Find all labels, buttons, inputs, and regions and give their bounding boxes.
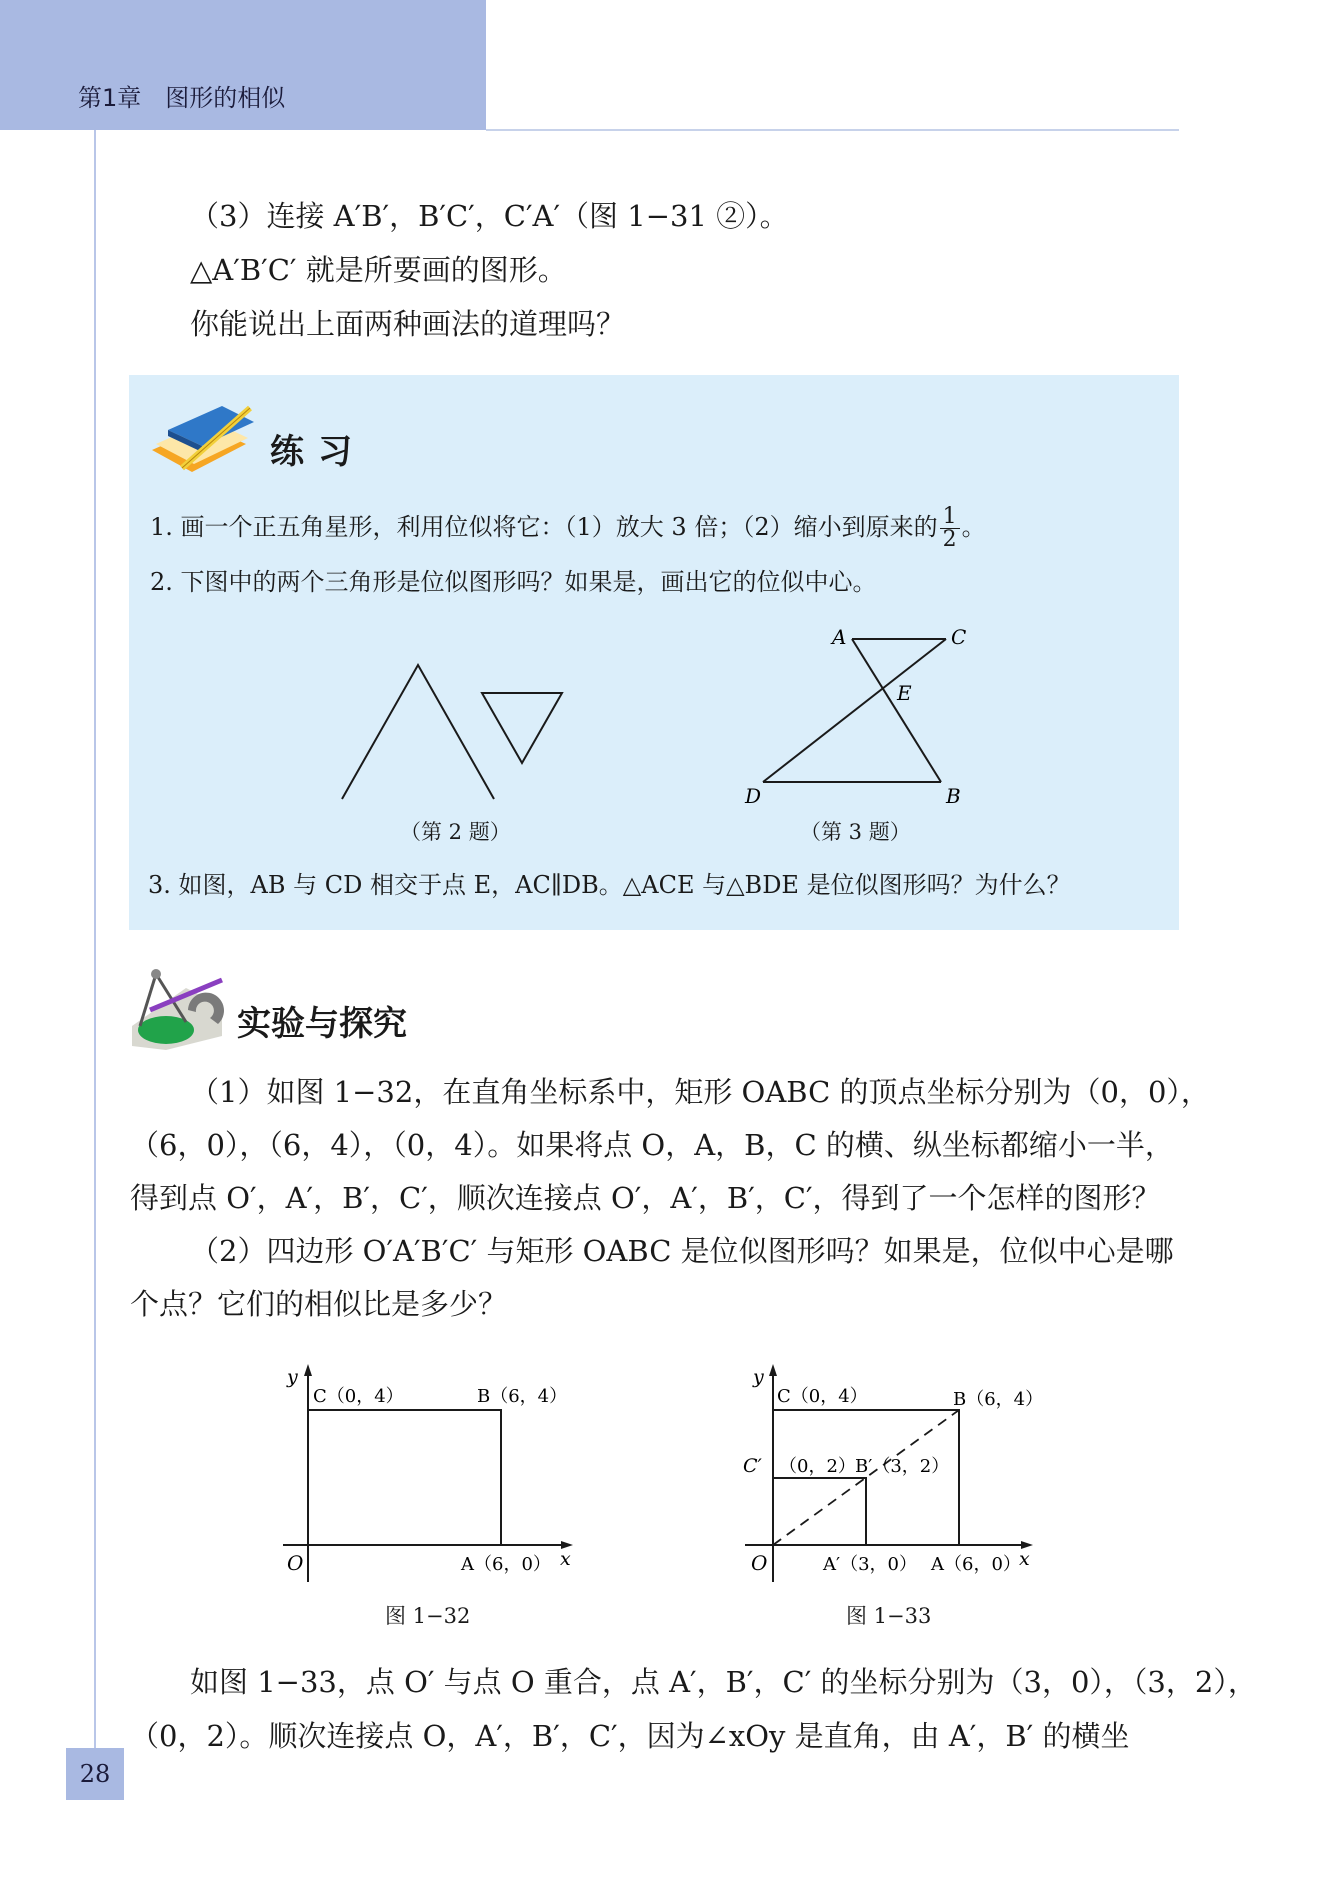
one-half-fraction	[940, 506, 960, 551]
point-A-label: A（6，0）	[931, 1554, 1021, 1575]
rectangle-OABC	[308, 1410, 501, 1545]
margin-rule	[94, 130, 96, 1755]
practice-q2: 2. 下图中的两个三角形是位似图形吗？如果是，画出它的位似中心。	[150, 568, 877, 596]
origin-label: O	[287, 1551, 304, 1575]
y-axis-arrow	[769, 1364, 777, 1376]
intro-line-3: 你能说出上面两种画法的道理吗？	[190, 307, 626, 341]
y-label: y	[287, 1366, 298, 1388]
y-axis-arrow	[304, 1364, 312, 1376]
experiment-p1-line-2: （6，0），（6，4），（0，4）。如果将点 O，A，B，C 的横、纵坐标都缩小一半，	[130, 1128, 1174, 1162]
practice-q1-text: 1. 画一个正五角星形，利用位似将它：（1）放大 3 倍；（2）缩小到原来的	[150, 513, 938, 541]
figure-2-caption: （第 2 题）	[400, 820, 511, 844]
experiment-p1-line-1: （1）如图 1−32，在直角坐标系中，矩形 OABC 的顶点坐标分别为（0，0），	[190, 1075, 1210, 1109]
y-label: y	[753, 1366, 764, 1388]
practice-q3: 3. 如图，AB 与 CD 相交于点 E，AC∥DB。△ACE 与△BDE 是位似图形吗？为什么？	[148, 871, 1071, 899]
chapter-title: 第1章 图形的相似	[78, 84, 286, 112]
open-angle-shape	[342, 665, 494, 799]
label-E: E	[897, 681, 912, 705]
x-label: x	[1019, 1548, 1030, 1570]
experiment-p2-line-1: （2）四边形 O′A′B′C′ 与矩形 OABC 是位似图形吗？如果是，位似中心是哪	[190, 1234, 1174, 1268]
intro-line-1: （3）连接 A′B′，B′C′，C′A′（图 1−31 ②）。	[190, 199, 789, 233]
point-C-label: C（0，4）	[313, 1386, 404, 1407]
small-inverted-triangle	[482, 693, 562, 763]
page-number: 28	[66, 1748, 124, 1800]
practice-title: 练习	[270, 432, 366, 472]
point-B-label: B（6，4）	[477, 1386, 568, 1407]
fraction-numerator: 1	[940, 506, 960, 529]
label-B: B	[946, 784, 961, 808]
point-Cp-label: C′	[743, 1455, 762, 1477]
point-B-label: B（6，4）	[953, 1389, 1044, 1410]
segment-AB	[852, 639, 941, 782]
figure-3-caption: （第 3 题）	[800, 820, 911, 844]
practice-q1-end: 。	[961, 513, 986, 541]
figure-1-33-diagram	[735, 1362, 1055, 1582]
closing-line-1: 如图 1−33，点 O′ 与点 O 重合，点 A′，B′，C′ 的坐标分别为（3，0），（3，2），	[190, 1665, 1257, 1699]
figure-1-32-caption: 图 1−32	[385, 1604, 471, 1628]
label-A: A	[832, 625, 847, 649]
practice-q1	[150, 506, 986, 551]
experiment-title: 实验与探究	[237, 1004, 407, 1044]
intro-line-2: △A′B′C′ 就是所要画的图形。	[190, 253, 567, 287]
figure-1-33-caption: 图 1−33	[846, 1604, 932, 1628]
closing-line-2: （0，2）。顺次连接点 O，A′，B′，C′，因为∠xOy 是直角，由 A′，B′ 的横坐	[130, 1719, 1130, 1753]
experiment-p1-line-3: 得到点 O′，A′，B′，C′，顺次连接点 O′，A′，B′，C′，得到了一个怎样的图形？	[130, 1181, 1161, 1215]
compass-ruler-icon	[126, 966, 226, 1050]
label-C: C	[951, 625, 967, 649]
point-Cp-coord: （0，2）	[779, 1456, 856, 1477]
x-label: x	[560, 1548, 571, 1570]
point-C-label: C（0，4）	[777, 1386, 868, 1407]
experiment-p2-line-2: 个点？它们的相似比是多少？	[130, 1287, 508, 1321]
label-D: D	[745, 784, 762, 808]
question-2-figure	[330, 655, 570, 805]
figure-1-32-diagram	[265, 1362, 585, 1582]
point-Bp-label: B′（3，2）	[855, 1456, 950, 1477]
origin-label: O	[751, 1551, 768, 1575]
fraction-denominator: 2	[942, 527, 957, 552]
point-A-label: A（6，0）	[461, 1554, 551, 1575]
point-Ap-label: A′（3，0）	[823, 1554, 917, 1575]
question-3-figure	[735, 620, 985, 810]
header-divider	[486, 129, 1179, 131]
segment-CD	[763, 639, 946, 782]
notebook-pencil-icon	[146, 400, 256, 482]
